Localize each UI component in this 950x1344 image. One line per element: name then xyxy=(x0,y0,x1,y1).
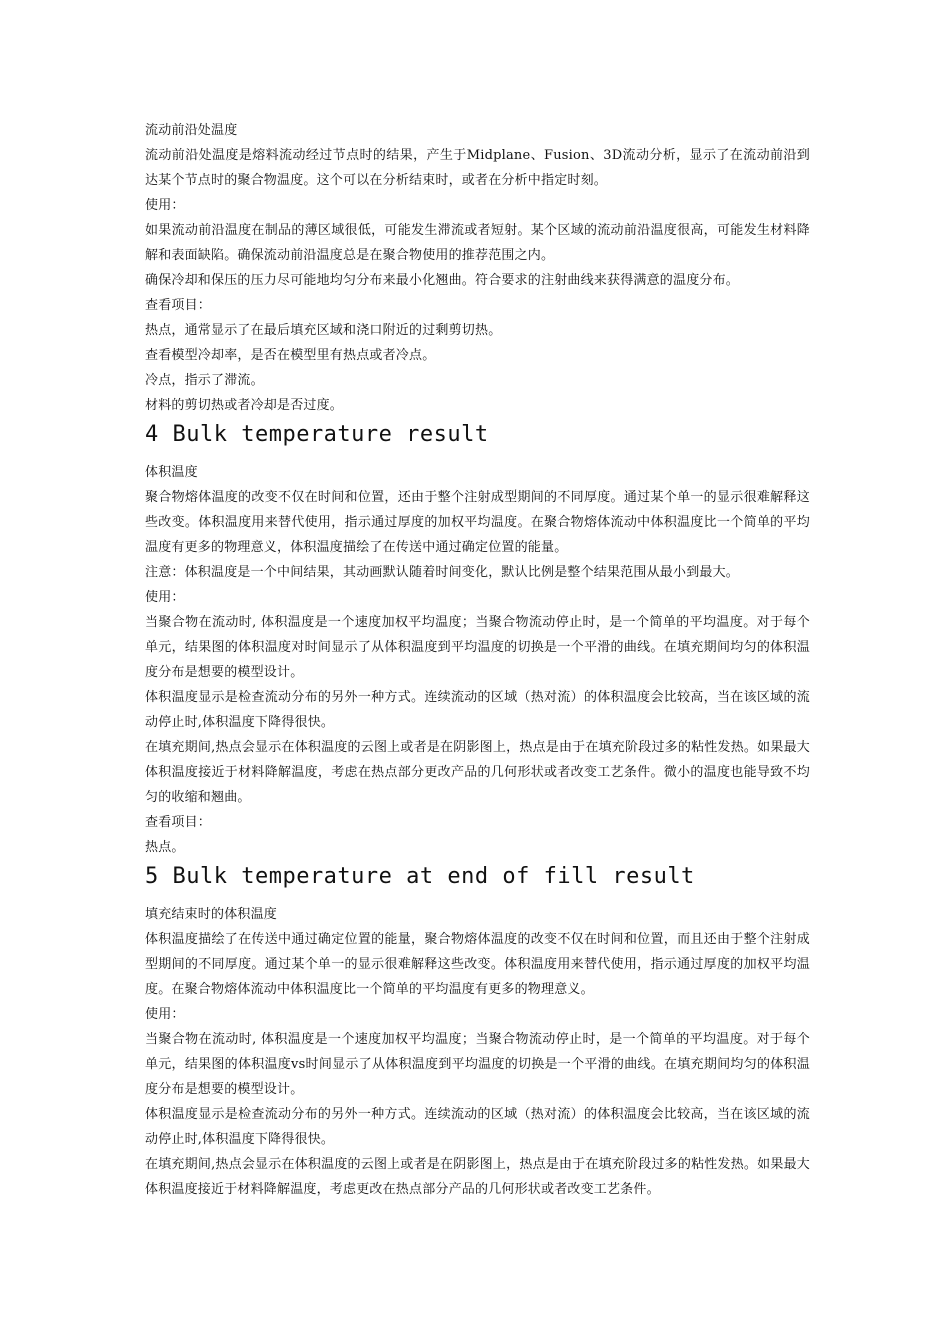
document-page xyxy=(145,118,810,1202)
paragraph: 体积温度显示是检查流动分布的另外一种方式。连续流动的区域（热对流）的体积温度会比较高，当在该区域的流动停止时,体积温度下降得很快。 xyxy=(145,1107,810,1147)
paragraph: 材料的剪切热或者冷却是否过度。 xyxy=(145,398,344,413)
label-usage: 使用： xyxy=(145,590,185,605)
paragraph: 在填充期间,热点会显示在体积温度的云图上或者是在阴影图上，热点是由于在填充阶段过多的粘性发热。如果最大体积温度接近于材料降解温度，考虑在热点部分更改产品的几何形状或者改变工艺条件。微小的温度也能导致不均匀的收缩和翘曲。 xyxy=(145,740,810,805)
section-bulk-temperature-end-of-fill xyxy=(145,860,810,1202)
paragraph: 热点。 xyxy=(145,840,185,855)
label-check-items: 查看项目： xyxy=(145,298,212,313)
label-check-items: 查看项目： xyxy=(145,815,212,830)
section-bulk-temperature xyxy=(145,418,810,860)
paragraph: 体积温度显示是检查流动分布的另外一种方式。连续流动的区域（热对流）的体积温度会比较高，当在该区域的流动停止时,体积温度下降得很快。 xyxy=(145,690,810,730)
paragraph: 当聚合物在流动时, 体积温度是一个速度加权平均温度；当聚合物流动停止时，是一个简单的平均温度。对于每个单元，结果图的体积温度对时间显示了从体积温度到平均温度的切换是一个平滑的曲线。在填充期间均匀的体积温度分布是想要的模型设计。 xyxy=(145,615,810,680)
subtitle-flow-front-temperature: 流动前沿处温度 xyxy=(145,123,238,138)
section-flow-front-temperature xyxy=(145,118,810,418)
heading-bulk-temperature-end-of-fill-result: 5 Bulk temperature at end of fill result xyxy=(145,864,695,889)
paragraph: 流动前沿处温度是熔料流动经过节点时的结果，产生于Midplane、Fusion、3D流动分析，显示了在流动前沿到达某个节点时的聚合物温度。这个可以在分析结束时，或者在分析中指定时刻。 xyxy=(145,148,810,188)
subtitle-bulk-temperature-end-of-fill: 填充结束时的体积温度 xyxy=(145,907,278,922)
paragraph: 注意：体积温度是一个中间结果，其动画默认随着时间变化，默认比例是整个结果范围从最小到最大。 xyxy=(145,565,740,580)
paragraph: 在填充期间,热点会显示在体积温度的云图上或者是在阴影图上，热点是由于在填充阶段过多的粘性发热。如果最大体积温度接近于材料降解温度，考虑更改在热点部分产品的几何形状或者改变工艺条件。 xyxy=(145,1157,810,1197)
paragraph: 体积温度描绘了在传送中通过确定位置的能量，聚合物熔体温度的改变不仅在时间和位置，而且还由于整个注射成型期间的不同厚度。通过某个单一的显示很难解释这些改变。体积温度用来替代使用，指示通过厚度的加权平均温度。在聚合物熔体流动中体积温度比一个简单的平均温度有更多的物理意义。 xyxy=(145,932,810,997)
paragraph: 查看模型冷却率，是否在模型里有热点或者冷点。 xyxy=(145,348,436,363)
heading-bulk-temperature-result: 4 Bulk temperature result xyxy=(145,422,489,447)
subtitle-bulk-temperature: 体积温度 xyxy=(145,465,198,480)
paragraph: 如果流动前沿温度在制品的薄区域很低，可能发生滞流或者短射。某个区域的流动前沿温度很高，可能发生材料降解和表面缺陷。确保流动前沿温度总是在聚合物使用的推荐范围之内。 xyxy=(145,223,810,263)
paragraph: 聚合物熔体温度的改变不仅在时间和位置，还由于整个注射成型期间的不同厚度。通过某个单一的显示很难解释这些改变。体积温度用来替代使用，指示通过厚度的加权平均温度。在聚合物熔体流动中体积温度比一个简单的平均温度有更多的物理意义，体积温度描绘了在传送中通过确定位置的能量。 xyxy=(145,490,810,555)
paragraph: 确保冷却和保压的压力尽可能地均匀分布来最小化翘曲。符合要求的注射曲线来获得满意的温度分布。 xyxy=(145,273,740,288)
paragraph: 当聚合物在流动时, 体积温度是一个速度加权平均温度；当聚合物流动停止时，是一个简单的平均温度。对于每个单元，结果图的体积温度vs时间显示了从体积温度到平均温度的切换是一个平滑的曲线。在填充期间均匀的体积温度分布是想要的模型设计。 xyxy=(145,1032,810,1097)
paragraph: 冷点，指示了滞流。 xyxy=(145,373,264,388)
label-usage: 使用： xyxy=(145,198,185,213)
label-usage: 使用： xyxy=(145,1007,185,1022)
paragraph: 热点，通常显示了在最后填充区域和浇口附近的过剩剪切热。 xyxy=(145,323,502,338)
